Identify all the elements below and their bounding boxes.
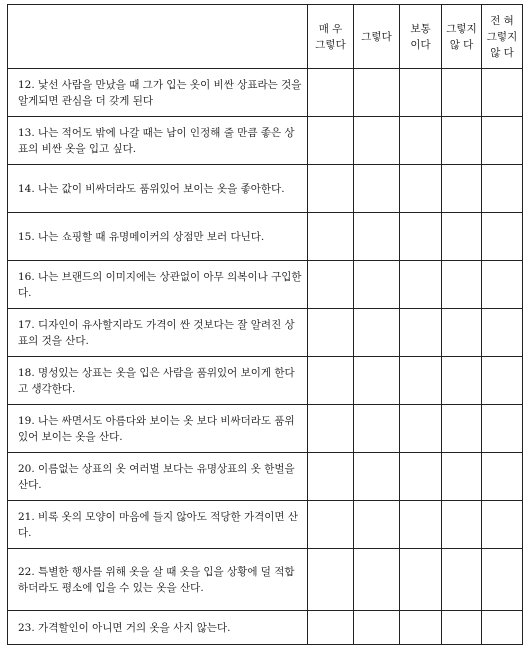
- question-number: 14.: [18, 182, 35, 195]
- answer-cell-strongly-agree[interactable]: [308, 549, 354, 611]
- answer-cell-strongly-disagree[interactable]: [482, 357, 523, 405]
- question-cell: [8, 117, 308, 165]
- answer-cell-strongly-disagree[interactable]: [482, 549, 523, 611]
- answer-cell-agree[interactable]: [354, 261, 400, 309]
- question-text: 낯선 사람을 만났을 때 그가 입는 옷이 비싼 상표라는 것을 알게되면 관심을 더 갖게 된다: [18, 78, 302, 107]
- question-number: 19.: [18, 414, 35, 427]
- answer-cell-agree[interactable]: [354, 357, 400, 405]
- question-number: 17.: [18, 318, 35, 331]
- answer-cell-agree[interactable]: [354, 611, 400, 645]
- question-cell: [8, 261, 308, 309]
- survey-table: [7, 4, 523, 645]
- answer-cell-disagree[interactable]: [442, 261, 482, 309]
- answer-cell-agree[interactable]: [354, 453, 400, 501]
- answer-cell-neutral[interactable]: [400, 309, 442, 357]
- table-row: [8, 549, 523, 611]
- answer-cell-neutral[interactable]: [400, 261, 442, 309]
- answer-cell-strongly-disagree[interactable]: [482, 611, 523, 645]
- question-cell: [8, 453, 308, 501]
- answer-cell-neutral[interactable]: [400, 69, 442, 117]
- header-agree: 그렇다: [354, 5, 400, 69]
- answer-cell-agree[interactable]: [354, 213, 400, 261]
- answer-cell-disagree[interactable]: [442, 165, 482, 213]
- header-disagree: 그렇지 않 다: [442, 5, 482, 69]
- question-text: 비록 옷의 모양이 마음에 들지 않아도 적당한 가격이면 산다.: [18, 510, 299, 539]
- question-cell: [8, 165, 308, 213]
- question-cell: [8, 309, 308, 357]
- question-cell: [8, 213, 308, 261]
- header-strongly-disagree: 전 혀 그렇지 않 다: [482, 5, 523, 69]
- table-row: [8, 611, 523, 645]
- answer-cell-strongly-agree[interactable]: [308, 357, 354, 405]
- table-row: [8, 69, 523, 117]
- answer-cell-strongly-agree[interactable]: [308, 165, 354, 213]
- answer-cell-strongly-agree[interactable]: [308, 261, 354, 309]
- answer-cell-neutral[interactable]: [400, 549, 442, 611]
- answer-cell-disagree[interactable]: [442, 549, 482, 611]
- answer-cell-strongly-disagree[interactable]: [482, 117, 523, 165]
- question-text: 나는 싸면서도 아름다와 보이는 옷 보다 비싸더라도 품위있어 보이는 옷을 산다.: [18, 414, 295, 443]
- answer-cell-strongly-disagree[interactable]: [482, 309, 523, 357]
- question-text: 가격할인이 아니면 거의 옷을 사지 않는다.: [38, 621, 231, 634]
- answer-cell-neutral[interactable]: [400, 357, 442, 405]
- answer-cell-agree[interactable]: [354, 69, 400, 117]
- answer-cell-strongly-agree[interactable]: [308, 213, 354, 261]
- table-row: [8, 501, 523, 549]
- table-row: [8, 453, 523, 501]
- answer-cell-disagree[interactable]: [442, 117, 482, 165]
- question-number: 21.: [18, 510, 35, 523]
- answer-cell-neutral[interactable]: [400, 117, 442, 165]
- answer-cell-strongly-disagree[interactable]: [482, 405, 523, 453]
- answer-cell-strongly-disagree[interactable]: [482, 453, 523, 501]
- answer-cell-disagree[interactable]: [442, 357, 482, 405]
- table-row: [8, 213, 523, 261]
- table-row: [8, 165, 523, 213]
- table-row: [8, 261, 523, 309]
- table-row: [8, 405, 523, 453]
- answer-cell-neutral[interactable]: [400, 611, 442, 645]
- answer-cell-strongly-disagree[interactable]: [482, 261, 523, 309]
- answer-cell-strongly-agree[interactable]: [308, 453, 354, 501]
- header-row: [8, 5, 523, 69]
- answer-cell-disagree[interactable]: [442, 69, 482, 117]
- answer-cell-strongly-agree[interactable]: [308, 69, 354, 117]
- question-text: 특별한 행사를 위해 옷을 살 때 옷을 입을 상황에 덜 적합하더라도 평소에 입을 수 있는 옷을 산다.: [18, 565, 295, 594]
- table-row: [8, 117, 523, 165]
- answer-cell-agree[interactable]: [354, 117, 400, 165]
- question-number: 22.: [18, 565, 35, 578]
- question-cell: [8, 69, 308, 117]
- question-text: 나는 브랜드의 이미지에는 상관없이 아무 의복이나 구입한다.: [18, 270, 302, 299]
- question-text: 명성있는 상표는 옷을 입은 사람을 품위있어 보이게 한다고 생각한다.: [18, 366, 295, 395]
- table-row: [8, 309, 523, 357]
- answer-cell-agree[interactable]: [354, 165, 400, 213]
- question-cell: [8, 549, 308, 611]
- answer-cell-neutral[interactable]: [400, 501, 442, 549]
- question-header-cell: [8, 5, 308, 69]
- answer-cell-disagree[interactable]: [442, 213, 482, 261]
- question-cell: [8, 611, 308, 645]
- answer-cell-strongly-agree[interactable]: [308, 309, 354, 357]
- question-cell: [8, 357, 308, 405]
- question-number: 12.: [18, 78, 35, 91]
- answer-cell-neutral[interactable]: [400, 213, 442, 261]
- question-number: 15.: [18, 230, 35, 243]
- question-text: 이름없는 상표의 옷 여러벌 보다는 유명상표의 옷 한벌을 산다.: [18, 462, 295, 491]
- answer-cell-disagree[interactable]: [442, 309, 482, 357]
- question-cell: [8, 501, 308, 549]
- answer-cell-agree[interactable]: [354, 405, 400, 453]
- question-number: 16.: [18, 270, 35, 283]
- header-strongly-agree: 매 우 그렇다: [308, 5, 354, 69]
- answer-cell-strongly-agree[interactable]: [308, 611, 354, 645]
- answer-cell-agree[interactable]: [354, 549, 400, 611]
- answer-cell-agree[interactable]: [354, 309, 400, 357]
- question-text: 나는 값이 비싸더라도 품위있어 보이는 옷을 좋아한다.: [38, 182, 285, 195]
- question-cell: [8, 405, 308, 453]
- answer-cell-strongly-disagree[interactable]: [482, 165, 523, 213]
- table-row: [8, 357, 523, 405]
- question-text: 디자인이 유사할지라도 가격이 싼 것보다는 잘 알려진 상표의 것을 산다.: [18, 318, 295, 347]
- answer-cell-strongly-agree[interactable]: [308, 117, 354, 165]
- answer-cell-disagree[interactable]: [442, 501, 482, 549]
- answer-cell-neutral[interactable]: [400, 405, 442, 453]
- question-number: 23.: [18, 621, 35, 634]
- answer-cell-strongly-agree[interactable]: [308, 501, 354, 549]
- answer-cell-strongly-disagree[interactable]: [482, 501, 523, 549]
- question-number: 13.: [18, 126, 35, 139]
- question-number: 18.: [18, 366, 35, 379]
- question-text: 나는 적어도 밖에 나갈 때는 남이 인정해 줄 만큼 좋은 상표의 비싼 옷을 입고 싶다.: [18, 126, 295, 155]
- answer-cell-strongly-disagree[interactable]: [482, 69, 523, 117]
- answer-cell-neutral[interactable]: [400, 453, 442, 501]
- answer-cell-strongly-agree[interactable]: [308, 405, 354, 453]
- survey-sheet: [7, 4, 522, 649]
- question-text: 나는 쇼핑할 때 유명메이커의 상점만 보러 다닌다.: [38, 230, 265, 243]
- answer-cell-agree[interactable]: [354, 501, 400, 549]
- answer-cell-disagree[interactable]: [442, 611, 482, 645]
- answer-cell-disagree[interactable]: [442, 405, 482, 453]
- answer-cell-disagree[interactable]: [442, 453, 482, 501]
- answer-cell-neutral[interactable]: [400, 165, 442, 213]
- answer-cell-strongly-disagree[interactable]: [482, 213, 523, 261]
- header-neutral: 보통 이다: [400, 5, 442, 69]
- question-number: 20.: [18, 462, 35, 475]
